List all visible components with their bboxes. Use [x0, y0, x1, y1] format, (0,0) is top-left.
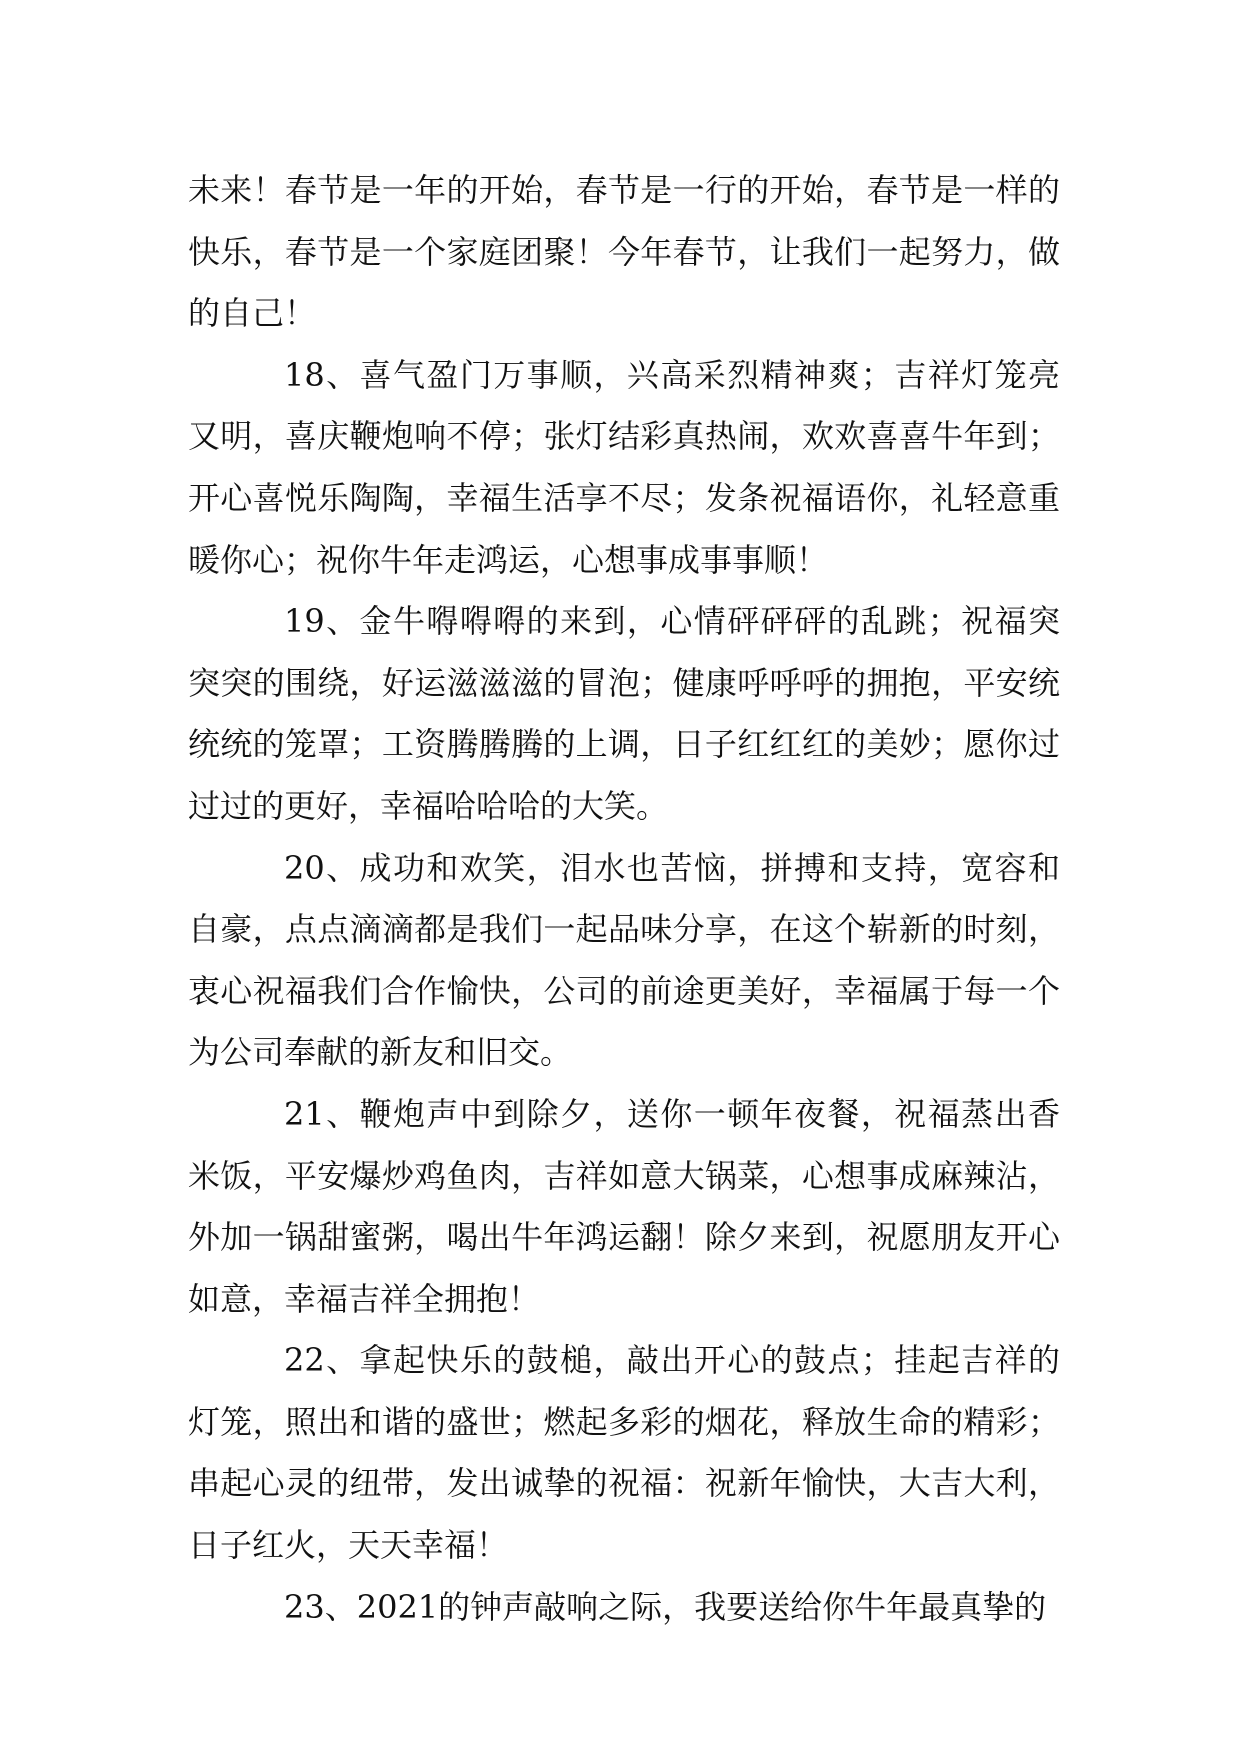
paragraph-19: 19、金牛嘚嘚嘚的来到，心情砰砰砰的乱跳；祝福突突突的围绕，好运滋滋滋的冒泡；健康呼呼呼的拥抱，平安统统统的笼罩；工资腾腾腾的上调，日子红红红的美妙；愿你过过过的更好，幸福哈哈哈的大笑。 — [188, 602, 1060, 825]
paragraph-20: 20、成功和欢笑，泪水也苦恼，拼搏和支持，宽容和自豪，点点滴滴都是我们一起品味分享，在这个崭新的时刻，衷心祝福我们合作愉快，公司的前途更美好，幸福属于每一个为公司奉献的新友和旧交。 — [188, 848, 1060, 1072]
paragraph-21: 21、鞭炮声中到除夕，送你一顿年夜餐，祝福蒸出香米饭，平安爆炒鸡鱼肉，吉祥如意大锅菜，心想事成麻辣沾，外加一锅甜蜜粥，喝出牛年鸿运翻！除夕来到，祝愿朋友开心如意，幸福吉祥全拥抱！ — [188, 1094, 1060, 1318]
paragraph-22: 22、拿起快乐的鼓槌，敲出开心的鼓点；挂起吉祥的灯笼，照出和谐的盛世；燃起多彩的烟花，释放生命的精彩；串起心灵的纽带，发出诚挚的祝福：祝新年愉快，大吉大利，日子红火，天天幸福！ — [188, 1341, 1060, 1565]
paragraph-23: 23、2021的钟声敲响之际，我要送给你牛年最真挚的 — [284, 1587, 1047, 1626]
document-body — [188, 160, 1060, 1638]
paragraph-continuation: 未来！春节是一年的开始，春节是一行的开始，春节是一样的快乐，春节是一个家庭团聚！今年春节，让我们一起努力，做的自己！ — [188, 171, 1060, 333]
paragraph-18: 18、喜气盈门万事顺，兴高采烈精神爽；吉祥灯笼亮又明，喜庆鞭炮响不停；张灯结彩真热闹，欢欢喜喜牛年到；开心喜悦乐陶陶，幸福生活享不尽；发条祝福语你，礼轻意重暖你心；祝你牛年走鸿运，心想事成事事顺！ — [188, 355, 1060, 579]
